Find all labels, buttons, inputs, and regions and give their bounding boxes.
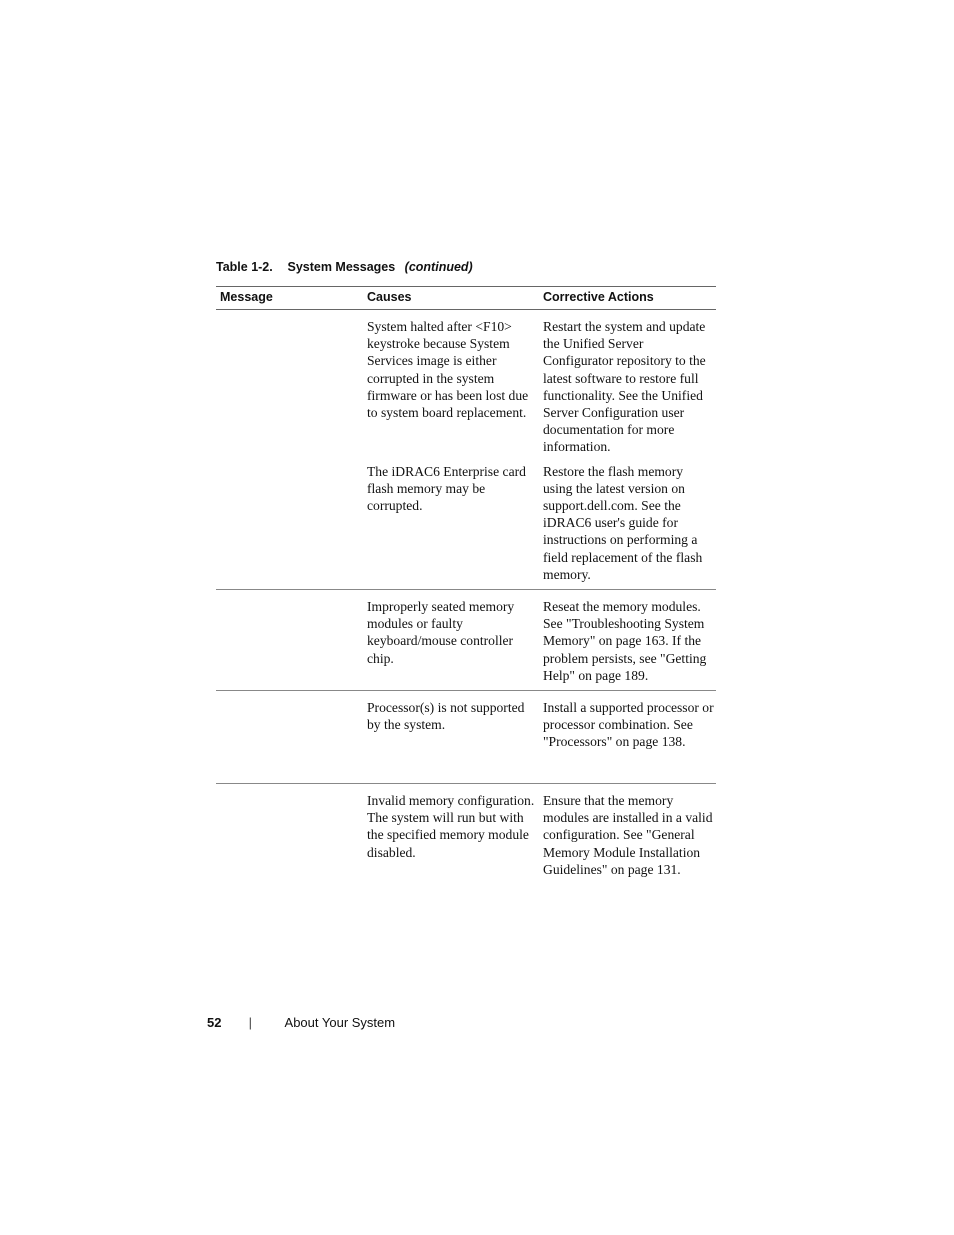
table-row	[216, 456, 716, 590]
table-caption	[216, 260, 473, 274]
table-row	[216, 590, 716, 691]
header-corrective-actions: Corrective Actions	[538, 287, 716, 310]
table-title: System Messages	[287, 260, 396, 274]
header-message: Message	[216, 287, 363, 310]
page-footer	[207, 1015, 395, 1030]
cause-cell: Processor(s) is not supported by the system.	[363, 691, 538, 784]
action-cell: Install a supported processor or processor combination. See "Processors" on page 138.	[538, 691, 716, 784]
message-cell	[216, 310, 363, 456]
cause-cell: The iDRAC6 Enterprise card flash memory may be corrupted.	[367, 463, 526, 514]
table-row	[216, 784, 716, 879]
cause-cell: Improperly seated memory modules or faulty keyboard/mouse controller chip.	[363, 590, 538, 691]
header-causes: Causes	[363, 287, 538, 310]
cause-cell: System halted after <F10> keystroke because System Services image is either corrupted in the system firmware or has been lost due to system board replacement.	[367, 319, 529, 421]
footer-section-title: About Your System	[284, 1015, 396, 1030]
table-row	[216, 691, 716, 784]
message-cell	[216, 456, 363, 590]
cause-cell: Invalid memory configuration. The system will run but with the specified memory module disabled.	[363, 784, 538, 879]
system-messages-table	[216, 286, 716, 878]
page-number: 52	[207, 1015, 222, 1030]
table-continued-label: (continued)	[404, 260, 473, 274]
action-cell: Restart the system and update the Unified Server Configurator repository to the latest software to restore full functionality. See the Unified Server Configuration user documentation for more information.	[543, 319, 706, 455]
message-cell	[216, 784, 363, 879]
action-cell: Ensure that the memory modules are installed in a valid configuration. See "General Memory Module Installation Guidelines" on page 131.	[538, 784, 716, 879]
message-cell	[216, 590, 363, 691]
table-row	[216, 310, 716, 456]
action-cell: Reseat the memory modules. See "Troubleshooting System Memory" on page 163. If the problem persists, see "Getting Help" on page 189.	[538, 590, 716, 691]
message-cell	[216, 691, 363, 784]
footer-separator: |	[248, 1015, 253, 1030]
table-number: Table 1-2.	[216, 260, 273, 274]
action-cell: Restore the flash memory using the latest version on support.dell.com. See the iDRAC6 user's guide for instructions on performing a field replacement of the flash memory.	[543, 463, 703, 582]
table-header-row	[216, 287, 716, 310]
